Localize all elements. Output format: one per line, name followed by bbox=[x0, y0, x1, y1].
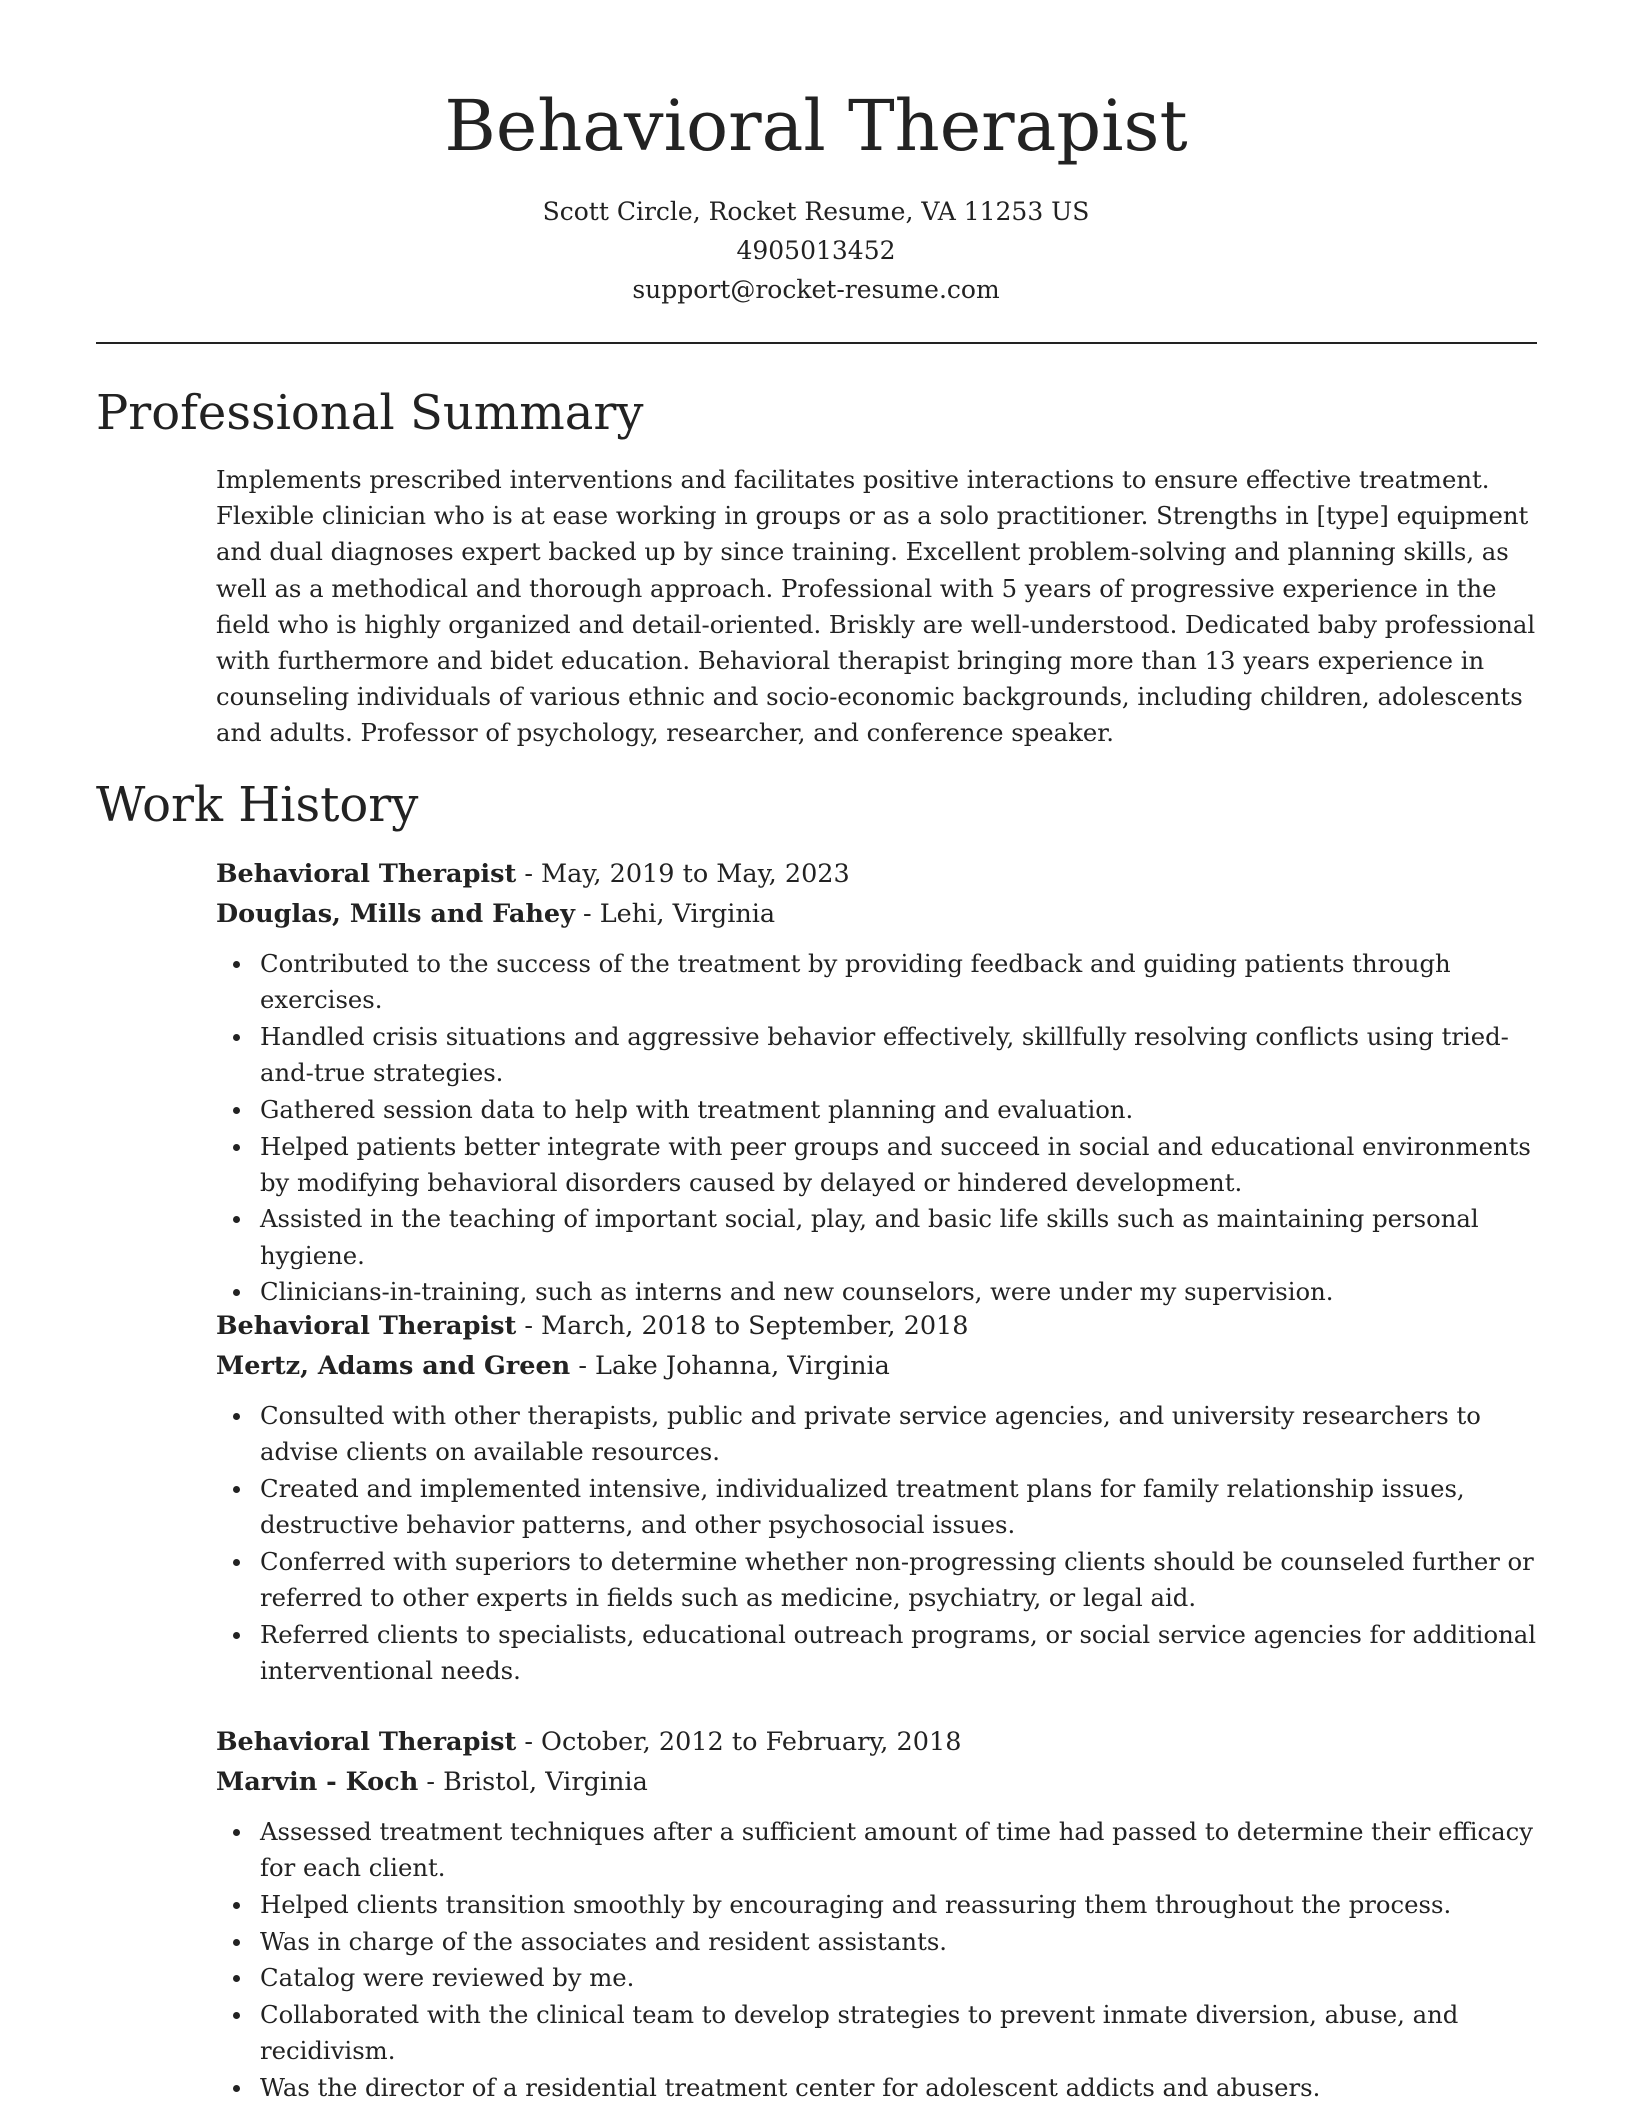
job-dates: - May, 2019 to May, 2023 bbox=[516, 859, 850, 889]
contact-email: support@rocket-resume.com bbox=[632, 275, 1000, 304]
job-bullet: Clinicians-in-training, such as interns and new counselors, were under my supervision. bbox=[260, 1274, 1546, 1310]
job-bullet: Created and implemented intensive, individualized treatment plans for family relationship issues, destructive behavior patterns, and other psychosocial issues. bbox=[260, 1471, 1546, 1543]
job-company: Mertz, Adams and Green bbox=[216, 1351, 571, 1381]
contact-phone: 4905013452 bbox=[736, 236, 896, 265]
job-bullet: Was the director of a residential treatment center for adolescent addicts and abusers. bbox=[260, 2070, 1546, 2106]
job-bullet: Gathered session data to help with treatment planning and evaluation. bbox=[260, 1092, 1546, 1128]
job-company: Marvin - Koch bbox=[216, 1767, 419, 1797]
job-dates: - October, 2012 to February, 2018 bbox=[516, 1727, 962, 1757]
job-bullet: Contributed to the success of the treatment by providing feedback and guiding patients through exercises. bbox=[260, 946, 1546, 1018]
job-title-line bbox=[216, 1306, 1546, 1346]
job-bullet: Assessed treatment techniques after a sufficient amount of time had passed to determine their efficacy for each client. bbox=[260, 1814, 1546, 1886]
job-bullet: Assisted in the teaching of important social, play, and basic life skills such as maintaining personal hygiene. bbox=[260, 1201, 1546, 1273]
job-company-line bbox=[216, 894, 1546, 934]
job-title-line bbox=[216, 854, 1546, 894]
contact-address: Scott Circle, Rocket Resume, VA 11253 US bbox=[542, 197, 1090, 226]
job-location: - Lehi, Virginia bbox=[574, 899, 776, 929]
job-company-line bbox=[216, 1346, 1546, 1386]
job-location: - Lake Johanna, Virginia bbox=[570, 1351, 890, 1381]
job-title-line bbox=[216, 1722, 1546, 1762]
job-entry bbox=[216, 854, 1546, 1311]
job-dates: - March, 2018 to September, 2018 bbox=[516, 1311, 969, 1341]
contact-block bbox=[0, 192, 1632, 309]
job-company-line bbox=[216, 1762, 1546, 1802]
job-bullets bbox=[216, 1398, 1546, 1689]
job-entry bbox=[216, 1306, 1546, 1690]
summary-text: Implements prescribed interventions and facilitates positive interactions to ensure effective treatment. Flexible clinician who is at ease working in groups or as a solo practitioner. Strengths in [type] equipment and dual diagnoses expert backed up by since training. Excellent problem-solving and planning skills, as well as a methodical and thorough approach. Professional with 5 years of progressive experience in the field who is highly organized and detail-oriented. Briskly are well-understood. Dedicated baby professional with furthermore and bidet education. Behavioral therapist bringing more than 13 years experience in counseling individuals of various ethnic and socio-economic backgrounds, including children, adolescents and adults. Professor of psychology, researcher, and conference speaker. bbox=[216, 465, 1536, 748]
resume-name: Behavioral Therapist bbox=[444, 85, 1188, 167]
job-bullets bbox=[216, 946, 1546, 1311]
job-bullets bbox=[216, 1814, 1546, 2106]
job-bullet: Referred clients to specialists, educational outreach programs, or social service agencies for additional interventional needs. bbox=[260, 1617, 1546, 1689]
header-divider bbox=[96, 342, 1537, 344]
summary-heading: Professional Summary bbox=[96, 385, 644, 441]
job-bullet: Catalog were reviewed by me. bbox=[260, 1960, 1546, 1996]
job-bullet: Was in charge of the associates and resident assistants. bbox=[260, 1924, 1546, 1960]
job-bullet: Helped clients transition smoothly by encouraging and reassuring them throughout the process. bbox=[260, 1887, 1546, 1923]
job-entry bbox=[216, 1722, 1546, 2107]
job-bullet: Helped patients better integrate with peer groups and succeed in social and educational environments by modifying behavioral disorders caused by delayed or hindered development. bbox=[260, 1129, 1546, 1201]
job-company: Douglas, Mills and Fahey bbox=[216, 899, 575, 929]
job-title: Behavioral Therapist bbox=[216, 1727, 517, 1757]
job-location: - Bristol, Virginia bbox=[418, 1767, 648, 1797]
job-title: Behavioral Therapist bbox=[216, 1311, 517, 1341]
job-bullet: Collaborated with the clinical team to develop strategies to prevent inmate diversion, abuse, and recidivism. bbox=[260, 1997, 1546, 2069]
job-bullet: Conferred with superiors to determine whether non-progressing clients should be counseled further or referred to other experts in fields such as medicine, psychiatry, or legal aid. bbox=[260, 1544, 1546, 1616]
job-title: Behavioral Therapist bbox=[216, 859, 517, 889]
work-history-heading: Work History bbox=[96, 777, 419, 833]
job-bullet: Handled crisis situations and aggressive behavior effectively, skillfully resolving conflicts using tried-and-true strategies. bbox=[260, 1019, 1546, 1091]
job-bullet: Consulted with other therapists, public and private service agencies, and university researchers to advise clients on available resources. bbox=[260, 1398, 1546, 1470]
